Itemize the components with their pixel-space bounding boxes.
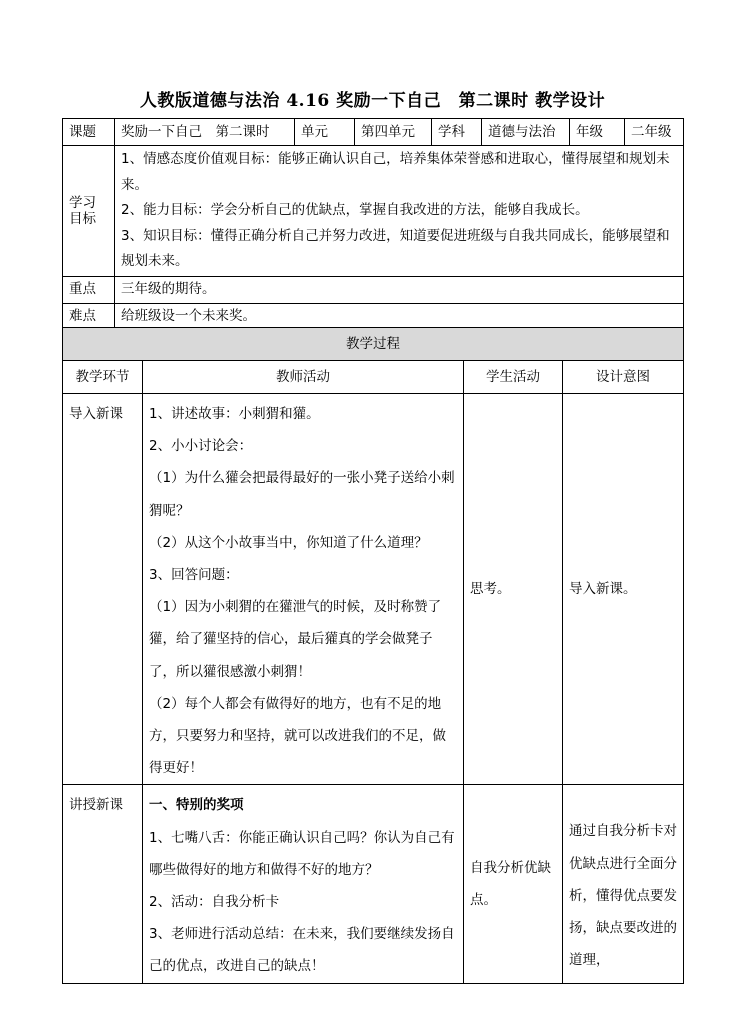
document-title: 人教版道德与法治 4.16 奖励一下自己 第二课时 教学设计: [139, 91, 606, 111]
teacher-step: 1、讲述故事：小刺猬和獾。: [149, 406, 320, 422]
teach-design: 通过自我分析卡对优缺点进行全面分析，懂得优点要发扬，缺点要改进的道理，: [563, 785, 684, 983]
teacher-step: 1、七嘴八舌：你能正确认识自己吗？你认为自己有哪些做得好的地方和做得不好的地方？: [149, 829, 455, 878]
teacher-step: （2）从这个小故事当中，你知道了什么道理？: [149, 534, 428, 551]
process-band: 教学过程: [63, 328, 684, 361]
unit-label: 单元: [295, 119, 355, 146]
key-point-value: 三年级的期待。: [115, 276, 684, 303]
teach-teacher: [143, 785, 464, 983]
difficulty-value: 给班级设一个未来奖。: [115, 303, 684, 330]
header-student: 学生活动: [464, 361, 563, 394]
teacher-step: （1）因为小刺猬的在獾泄气的时候，及时称赞了獾，给了獾坚持的信心，最后獾真的学会做凳子了，所以獾很感激小刺猬！: [149, 599, 442, 680]
subject-label: 学科: [432, 119, 482, 146]
grade-value: 二年级: [625, 119, 684, 146]
key-point-row: [63, 276, 684, 303]
intro-design: 导入新课。: [563, 394, 684, 785]
key-point-label: 重点: [63, 276, 115, 303]
objectives-row: [63, 146, 684, 277]
objectives-label: 学习目标: [63, 146, 115, 277]
header-design: 设计意图: [563, 361, 684, 394]
difficulty-label: 难点: [63, 303, 115, 330]
intro-student: 思考。: [464, 394, 563, 785]
lesson-label: 课题: [63, 119, 115, 146]
intro-stage: 导入新课: [63, 394, 143, 785]
teacher-step: 2、小小讨论会：: [149, 438, 253, 455]
grade-label: 年级: [570, 119, 625, 146]
subject-value: 道德与法治: [482, 119, 570, 146]
intro-row: [63, 394, 684, 785]
unit-value: 第四单元: [355, 119, 432, 146]
objective-item: 2、能力目标：学会分析自己的优缺点，掌握自我改进的方法，能够自我成长。: [121, 202, 589, 218]
teacher-step: 3、回答问题：: [149, 567, 239, 584]
teacher-step: （2）每个人都会有做得好的地方，也有不足的地方，只要努力和坚持，就可以改进我们的不足，做得更好！: [149, 695, 446, 777]
teacher-step: 2、活动：自我分析卡: [149, 894, 280, 911]
lesson-row: [63, 119, 684, 146]
objectives-content: [115, 146, 684, 277]
lesson-value: 奖励一下自己 第二课时: [115, 119, 295, 146]
header-stage: 教学环节: [63, 361, 143, 394]
teach-row: [63, 785, 684, 983]
teacher-step: （1）为什么獾会把最得最好的一张小凳子送给小刺猬呢？: [149, 470, 455, 519]
process-table: [62, 327, 684, 984]
teacher-step: 3、老师进行活动总结：在未来，我们要继续发扬自己的优点，改进自己的缺点！: [149, 926, 455, 975]
info-table: [62, 118, 684, 331]
objective-item: 3、知识目标：懂得正确分析自己并努力改进，知道要促进班级与自我共同成长，能够展望和规划未来。: [121, 227, 670, 269]
process-header-row: [63, 361, 684, 394]
intro-teacher: [143, 394, 464, 785]
header-teacher: 教师活动: [143, 361, 464, 394]
difficulty-row: [63, 303, 684, 330]
teach-student: 自我分析优缺点。: [464, 785, 563, 983]
section-heading: 一、特别的奖项: [149, 797, 244, 814]
objective-item: 1、情感态度价值观目标：能够正确认识自己，培养集体荣誉感和进取心，懂得展望和规划未来。: [121, 151, 670, 193]
teach-stage: 讲授新课: [63, 785, 143, 983]
